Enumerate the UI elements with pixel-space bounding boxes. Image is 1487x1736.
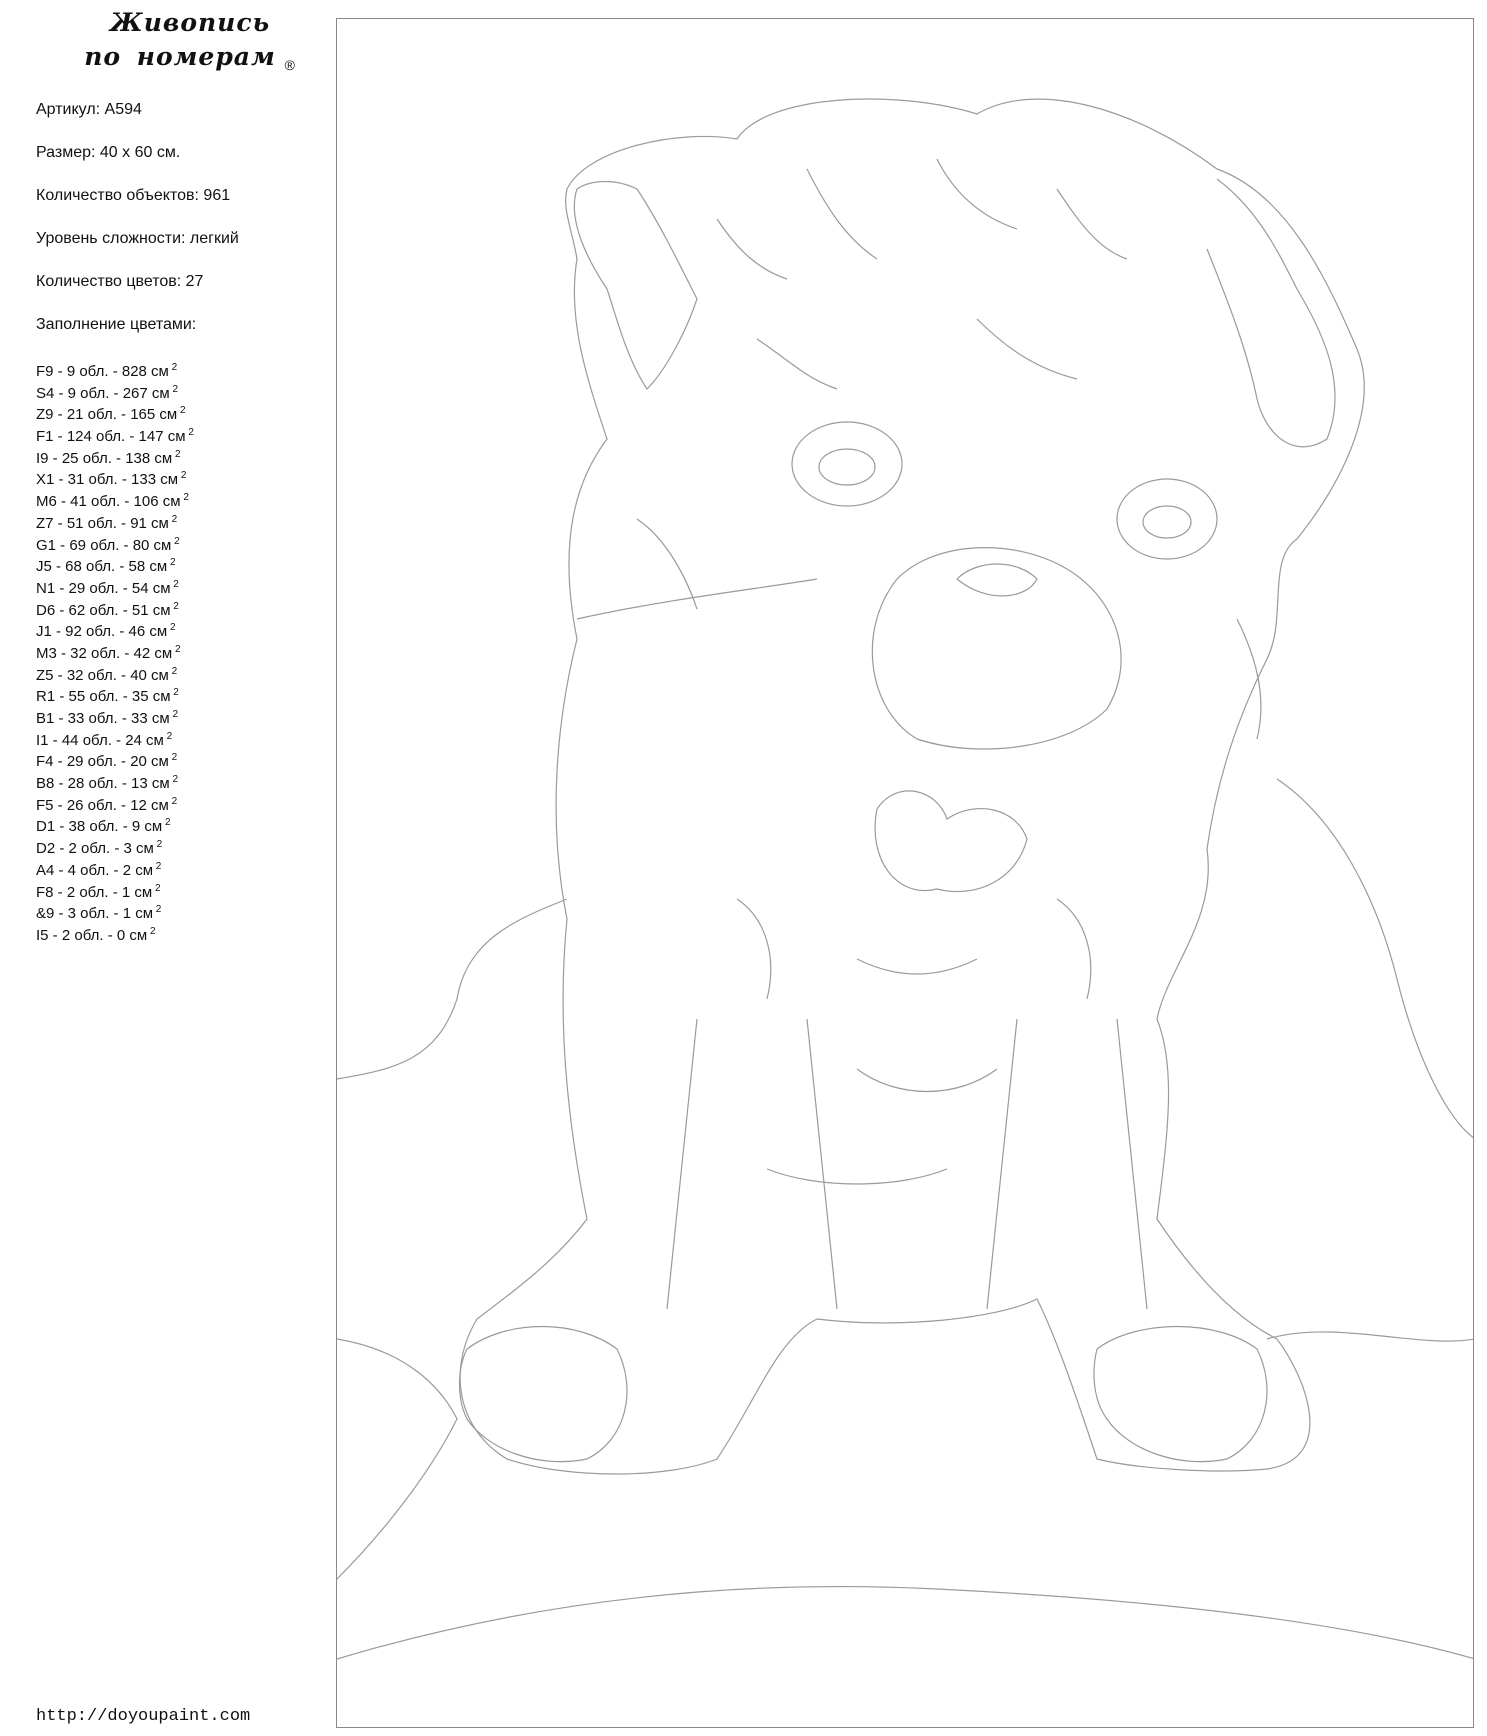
area-unit-exponent: 2 [172,448,181,460]
area-unit-exponent: 2 [168,362,178,373]
area-unit-exponent: 2 [169,383,179,395]
spec-objects: Количество объектов: 961 [36,187,231,204]
color-fill-item [36,383,194,405]
color-fill-text: R1 - 55 обл. - 35 см [36,688,171,706]
color-fill-item [36,469,194,491]
painting-canvas [336,18,1474,1728]
footer-url[interactable]: http://doyoupaint.com [36,1707,251,1726]
color-fill-text: Z5 - 32 обл. - 40 см [36,666,169,684]
color-fill-text: D1 - 38 обл. - 9 см [36,818,163,836]
color-fill-text: Z7 - 51 обл. - 91 см [36,514,169,532]
area-unit-exponent: 2 [153,904,162,916]
color-fill-text: A4 - 4 обл. - 2 см [36,861,154,879]
color-fill-text: &9 - 3 обл. - 1 см [36,905,154,923]
area-unit-exponent: 2 [168,665,178,677]
color-fill-item [36,860,194,882]
color-fill-item [36,578,194,600]
color-fill-text: B1 - 33 обл. - 33 см [36,710,170,727]
color-fill-text: D2 - 2 обл. - 3 см [36,840,154,858]
color-fill-item [36,925,194,947]
color-fill-item [36,491,194,513]
color-fill-item [36,535,194,557]
brand-line-2: по номерам [84,42,276,71]
color-fill-text: M3 - 32 обл. - 42 см [36,644,173,662]
color-fill-text: J1 - 92 обл. - 46 см [36,623,168,641]
color-fill-text: F1 - 124 обл. - 147 см [36,428,186,446]
color-fill-item [36,686,194,708]
area-unit-exponent: 2 [169,709,179,720]
color-fill-text: F9 - 9 обл. - 828 см [36,363,169,380]
color-fill-text: F4 - 29 обл. - 20 см [36,753,169,771]
area-unit-exponent: 2 [178,470,187,482]
color-fill-text: I9 - 25 обл. - 138 см [36,449,173,467]
area-unit-exponent: 2 [153,860,162,872]
color-fill-item [36,773,194,795]
spec-fill-heading: Заполнение цветами: [36,316,197,333]
color-fill-item [36,361,194,383]
color-fill-item [36,513,194,535]
puppy-line-art-icon [337,19,1474,1728]
color-fill-item [36,621,194,643]
area-unit-exponent: 2 [167,622,176,634]
spec-article: Артикул: A594 [36,101,142,118]
color-fill-item [36,795,194,817]
color-fill-text: X1 - 31 обл. - 133 см [36,471,179,489]
area-unit-exponent: 2 [152,882,161,894]
area-unit-exponent: 2 [170,600,179,612]
color-fill-text: S4 - 9 обл. - 267 см [36,384,170,402]
area-unit-exponent: 2 [168,513,178,525]
area-unit-exponent: 2 [170,687,179,699]
color-fill-item [36,600,194,622]
color-fill-text: J5 - 68 обл. - 58 см [36,558,168,576]
area-unit-exponent: 2 [163,730,173,742]
area-unit-exponent: 2 [180,492,189,504]
color-fill-text: M6 - 41 обл. - 106 см [36,493,181,511]
area-unit-exponent: 2 [168,752,178,764]
area-unit-exponent: 2 [147,925,156,937]
registered-mark: ® [284,57,296,73]
area-unit-exponent: 2 [168,795,178,807]
color-fill-item [36,708,194,730]
area-unit-exponent: 2 [170,578,179,590]
product-specs [36,100,239,358]
color-fill-item [36,665,194,687]
brand-line-1: Живопись [109,8,271,37]
area-unit-exponent: 2 [162,817,171,829]
color-fill-text: B8 - 28 обл. - 13 см [36,775,170,793]
area-unit-exponent: 2 [167,557,176,569]
color-fill-text: F5 - 26 обл. - 12 см [36,796,169,814]
color-fill-item [36,882,194,904]
color-fill-text: D6 - 62 обл. - 51 см [36,601,171,619]
brand-logo [60,6,320,74]
color-fill-text: I1 - 44 обл. - 24 см [36,731,164,749]
area-unit-exponent: 2 [169,774,179,786]
color-fill-text: N1 - 29 обл. - 54 см [36,579,171,597]
color-fill-item [36,903,194,925]
color-fill-text: G1 - 69 обл. - 80 см [36,536,172,554]
color-fill-list [36,361,194,947]
color-fill-text: I5 - 2 обл. - 0 см [36,926,148,944]
color-fill-item [36,448,194,470]
spec-colors: Количество цветов: 27 [36,273,204,290]
color-fill-item [36,404,194,426]
area-unit-exponent: 2 [153,839,163,851]
color-fill-item [36,643,194,665]
color-fill-text: Z9 - 21 обл. - 165 см [36,406,178,424]
color-fill-item [36,838,194,860]
color-fill-item [36,816,194,838]
spec-difficulty: Уровень сложности: легкий [36,230,239,247]
spec-size: Размер: 40 x 60 см. [36,144,181,161]
color-fill-item [36,556,194,578]
color-fill-item [36,730,194,752]
color-fill-item [36,426,194,448]
color-fill-text: F8 - 2 обл. - 1 см [36,883,153,901]
area-unit-exponent: 2 [177,405,186,417]
area-unit-exponent: 2 [185,427,194,439]
area-unit-exponent: 2 [171,535,180,547]
area-unit-exponent: 2 [172,643,181,655]
color-fill-item [36,751,194,773]
